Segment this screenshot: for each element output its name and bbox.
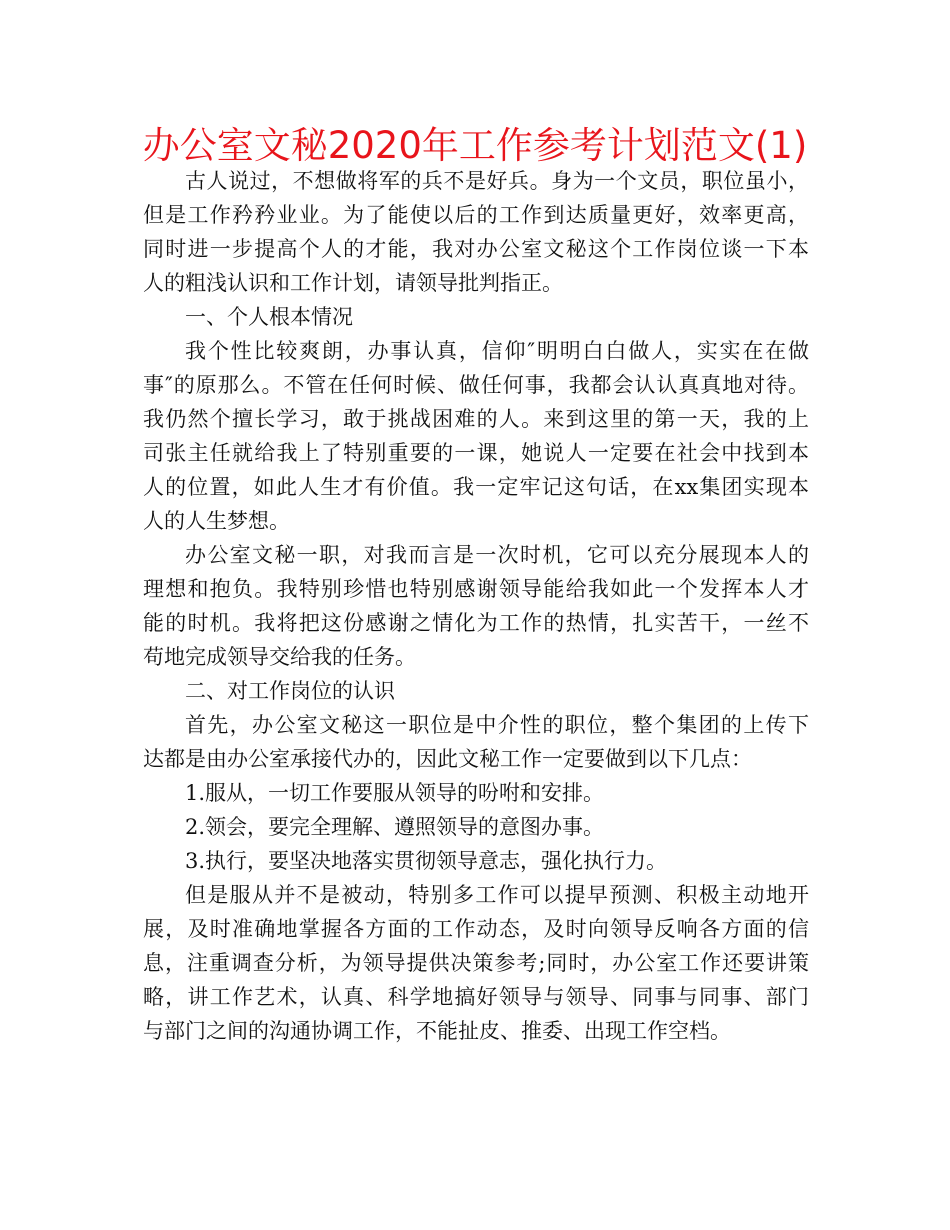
text-line: 达都是由办公室承接代办的，因此文秘工作一定要做到以下几点： — [143, 747, 752, 771]
text-line: 但是工作矜矜业业。为了能使以后的工作到达质量更好，效率更高， — [143, 203, 809, 227]
text-line: 办公室文秘一职，对我而言是一次时机，它可以充分展现本人的 — [185, 543, 809, 567]
document-body — [143, 164, 809, 1048]
text-line: 息，注重调查分析，为领导提供决策参考;同时，办公室工作还要讲策 — [143, 951, 809, 975]
text-line: 人的位置，如此人生才有价值。我一定牢记这句话，在xx集团实现本 — [143, 475, 809, 499]
text-line: 二、对工作岗位的认识 — [185, 679, 395, 703]
text-line: 首先，办公室文秘这一职位是中介性的职位，整个集团的上传下 — [185, 713, 809, 737]
text-line: 苟地完成领导交给我的任务。 — [143, 645, 416, 669]
text-line: 我仍然个擅长学习，敢于挑战困难的人。来到这里的第一天，我的上 — [143, 407, 809, 431]
text-line: 但是服从并不是被动，特别多工作可以提早预测、积极主动地开 — [185, 883, 809, 907]
text-line: 古人说过，不想做将军的兵不是好兵。身为一个文员，职位虽小， — [185, 169, 809, 193]
text-line: 3.执行，要坚决地落实贯彻领导意志，强化执行力。 — [185, 849, 668, 873]
text-line: 司张主任就给我上了特别重要的一课，她说人一定要在社会中找到本 — [143, 441, 809, 465]
text-line: 展，及时准确地掌握各方面的工作动态，及时向领导反响各方面的信 — [143, 917, 809, 941]
document-title: 办公室文秘2020年工作参考计划范文(1) — [142, 124, 808, 167]
text-line: 我个性比较爽朗，办事认真，信仰″明明白白做人，实实在在做 — [185, 339, 809, 363]
text-line: 能的时机。我将把这份感谢之情化为工作的热情，扎实苦干，一丝不 — [143, 611, 809, 635]
text-line: 略，讲工作艺术，认真、科学地搞好领导与领导、同事与同事、部门 — [143, 985, 809, 1009]
text-line: 理想和抱负。我特别珍惜也特别感谢领导能给我如此一个发挥本人才 — [143, 577, 809, 601]
text-line: 与部门之间的沟通协调工作，不能扯皮、推委、出现工作空档。 — [143, 1019, 731, 1043]
text-line: 一、个人根本情况 — [185, 305, 353, 329]
text-line: 1.服从，一切工作要服从领导的吩咐和安排。 — [185, 781, 605, 805]
text-line: 人的人生梦想。 — [143, 509, 290, 533]
text-line: 同时进一步提高个人的才能，我对办公室文秘这个工作岗位谈一下本 — [143, 237, 809, 261]
text-line: 人的粗浅认识和工作计划，请领导批判指正。 — [143, 271, 563, 295]
text-line: 事″的原那么。不管在任何时候、做任何事，我都会认认真真地对待。 — [143, 373, 809, 397]
text-line: 2.领会，要完全理解、遵照领导的意图办事。 — [185, 815, 605, 839]
